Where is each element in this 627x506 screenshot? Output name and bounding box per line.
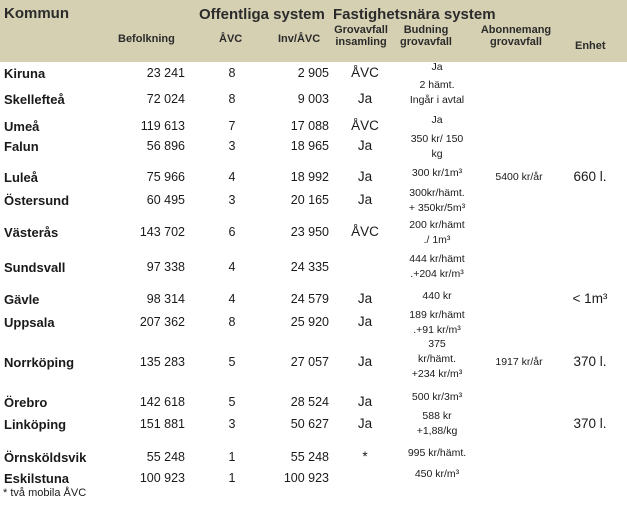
cell-budning-line-1: 300kr/hämt.: [409, 187, 465, 199]
cell-grovavfall-insamling: Ja: [357, 291, 373, 306]
cell-budning-line-1: 200 kr/hämt: [409, 219, 465, 231]
cell-befolkning: 119 613: [140, 119, 185, 133]
cell-avc: 8: [228, 66, 236, 80]
cell-budning-line-1: 375: [428, 338, 446, 350]
cell-budning-line-3: +234 kr/m³: [411, 368, 463, 381]
cell-budning: [396, 252, 478, 282]
cell-budning-line-1: 500 kr/3m³: [411, 391, 463, 403]
cell-kommun: Gävle: [4, 292, 40, 307]
cell-grovavfall-insamling: Ja: [357, 169, 373, 184]
cell-avc: 1: [228, 450, 236, 464]
cell-budning: [396, 409, 478, 439]
header-grovavfall-line2: insamling: [335, 36, 387, 49]
cell-kommun: Luleå: [4, 170, 38, 185]
cell-avc: 3: [228, 139, 236, 153]
cell-befolkning: 151 881: [139, 417, 185, 431]
cell-kommun: Norrköping: [4, 355, 75, 370]
cell-budning: [396, 113, 478, 128]
cell-budning-line-1: 995 kr/hämt.: [407, 447, 467, 459]
cell-budning: [396, 289, 478, 304]
cell-avc: 4: [228, 170, 236, 184]
cell-kommun: Östersund: [4, 193, 70, 208]
cell-budning: [396, 337, 478, 383]
cell-befolkning: 143 702: [139, 225, 185, 239]
cell-budning-line-1: 189 kr/hämt: [409, 309, 465, 321]
cell-kommun: Falun: [4, 139, 39, 154]
header-kommun: Kommun: [4, 5, 69, 22]
header-befolkning: Befolkning: [118, 33, 175, 45]
cell-befolkning: 98 314: [146, 292, 185, 306]
cell-enhet: 370 l.: [573, 354, 607, 369]
cell-kommun: Sundsvall: [4, 260, 66, 275]
cell-kommun: Skellefteå: [4, 92, 65, 107]
cell-inv-avc: 28 524: [290, 395, 329, 409]
cell-budning-line-1: 350 kr/ 150: [410, 133, 464, 145]
cell-befolkning: 207 362: [139, 315, 185, 329]
cell-budning: [396, 446, 478, 461]
cell-budning-line-2: kg: [431, 148, 443, 161]
cell-inv-avc: 50 627: [290, 417, 329, 431]
header-enhet: Enhet: [575, 40, 606, 52]
header-budning-line1: Budning: [403, 24, 449, 36]
cell-inv-avc: 17 088: [290, 119, 329, 133]
cell-grovavfall-insamling: Ja: [357, 314, 373, 329]
cell-budning: [396, 166, 478, 181]
header-abonnemang-line1: Abonnemang: [480, 24, 552, 36]
cell-avc: 8: [228, 92, 236, 106]
cell-budning-line-1: Ja: [431, 114, 443, 126]
cell-budning-line-1: 300 kr/1m³: [411, 167, 463, 179]
cell-budning-line-2: ./ 1m³: [423, 234, 451, 247]
cell-grovavfall-insamling: Ja: [357, 192, 373, 207]
cell-budning-line-1: Ja: [431, 61, 443, 73]
table-header: [0, 0, 627, 62]
cell-avc: 6: [228, 225, 236, 239]
cell-budning-line-1: 450 kr/m³: [414, 468, 460, 480]
cell-befolkning: 142 618: [139, 395, 185, 409]
cell-kommun: Umeå: [4, 119, 40, 134]
cell-budning: [396, 78, 478, 108]
cell-budning-line-2: .+204 kr/m³: [410, 268, 464, 281]
cell-budning-line-1: 444 kr/hämt: [409, 253, 465, 265]
cell-grovavfall-insamling: Ja: [357, 416, 373, 431]
footnote: * två mobila ÅVC: [3, 487, 87, 499]
cell-befolkning: 97 338: [146, 260, 185, 274]
header-abonnemang-grovavfall: [477, 24, 555, 48]
cell-avc: 3: [228, 193, 236, 207]
cell-inv-avc: 20 165: [290, 193, 329, 207]
cell-budning-line-1: 440 kr: [422, 290, 452, 302]
cell-avc: 4: [228, 260, 236, 274]
cell-budning: [396, 308, 478, 338]
cell-budning-line-2: Ingår i avtal: [409, 94, 465, 107]
cell-budning-line-1: 2 hämt.: [419, 79, 455, 91]
header-budning-grovavfall: [398, 24, 454, 48]
cell-grovavfall-insamling: Ja: [357, 91, 373, 106]
cell-budning-line-2: kr/hämt.: [418, 353, 456, 366]
cell-budning: [396, 186, 478, 216]
cell-grovavfall-insamling: ÅVC: [351, 65, 379, 80]
header-fastighetsnara-system: Fastighetsnära system: [333, 6, 496, 23]
header-grovavfall-line1: Grovavfall: [334, 24, 388, 36]
cell-befolkning: 100 923: [139, 471, 185, 485]
cell-grovavfall-insamling: ÅVC: [351, 118, 379, 133]
cell-enhet: 660 l.: [573, 169, 607, 184]
header-offentliga-system: Offentliga system: [199, 6, 325, 23]
cell-kommun: Kiruna: [4, 66, 46, 81]
cell-grovavfall-insamling: *: [362, 449, 368, 464]
cell-enhet: 370 l.: [573, 416, 607, 431]
cell-budning: [396, 390, 478, 405]
cell-inv-avc: 24 335: [290, 260, 329, 274]
cell-abonnemang: 5400 kr/år: [495, 171, 543, 183]
cell-inv-avc: 24 579: [290, 292, 329, 306]
cell-befolkning: 56 896: [146, 139, 185, 153]
cell-befolkning: 60 495: [146, 193, 185, 207]
cell-enhet: < 1m³: [572, 291, 608, 306]
cell-befolkning: 23 241: [146, 66, 185, 80]
cell-avc: 5: [228, 355, 236, 369]
cell-inv-avc: 2 905: [297, 66, 329, 80]
cell-avc: 4: [228, 292, 236, 306]
cell-budning: [396, 132, 478, 162]
cell-budning: [396, 60, 478, 75]
cell-avc: 5: [228, 395, 236, 409]
cell-inv-avc: 55 248: [290, 450, 329, 464]
cell-abonnemang: 1917 kr/år: [495, 356, 543, 368]
cell-kommun: Örnsköldsvik: [4, 450, 87, 465]
cell-inv-avc: 9 003: [297, 92, 329, 106]
header-abonnemang-line2: grovavfall: [490, 36, 542, 49]
cell-grovavfall-insamling: Ja: [357, 138, 373, 153]
cell-avc: 8: [228, 315, 236, 329]
cell-inv-avc: 27 057: [290, 355, 329, 369]
cell-budning-line-2: + 350kr/5m³: [408, 202, 466, 215]
header-inv-avc: Inv/ÅVC: [278, 33, 321, 45]
cell-budning-line-1: 588 kr: [422, 410, 452, 422]
cell-budning: [396, 467, 478, 482]
header-budning-line2: grovavfall: [400, 36, 452, 49]
header-grovavfall-insamling: [332, 24, 390, 48]
cell-avc: 3: [228, 417, 236, 431]
cell-avc: 1: [228, 471, 236, 485]
cell-befolkning: 135 283: [139, 355, 185, 369]
cell-befolkning: 55 248: [146, 450, 185, 464]
cell-kommun: Linköping: [4, 417, 67, 432]
cell-befolkning: 75 966: [146, 170, 185, 184]
cell-inv-avc: 23 950: [290, 225, 329, 239]
cell-befolkning: 72 024: [146, 92, 185, 106]
cell-inv-avc: 25 920: [290, 315, 329, 329]
cell-avc: 7: [228, 119, 236, 133]
cell-budning-line-2: +1,88/kg: [416, 425, 458, 438]
cell-kommun: Eskilstuna: [4, 471, 70, 486]
cell-kommun: Örebro: [4, 395, 48, 410]
cell-grovavfall-insamling: Ja: [357, 354, 373, 369]
cell-budning-line-2: .+91 kr/m³: [413, 324, 461, 337]
cell-grovavfall-insamling: Ja: [357, 394, 373, 409]
cell-inv-avc: 18 992: [290, 170, 329, 184]
cell-budning: [396, 218, 478, 248]
cell-inv-avc: 18 965: [290, 139, 329, 153]
cell-kommun: Uppsala: [4, 315, 55, 330]
header-avc: ÅVC: [219, 33, 243, 45]
cell-inv-avc: 100 923: [283, 471, 329, 485]
cell-kommun: Västerås: [4, 225, 59, 240]
cell-grovavfall-insamling: ÅVC: [351, 224, 379, 239]
